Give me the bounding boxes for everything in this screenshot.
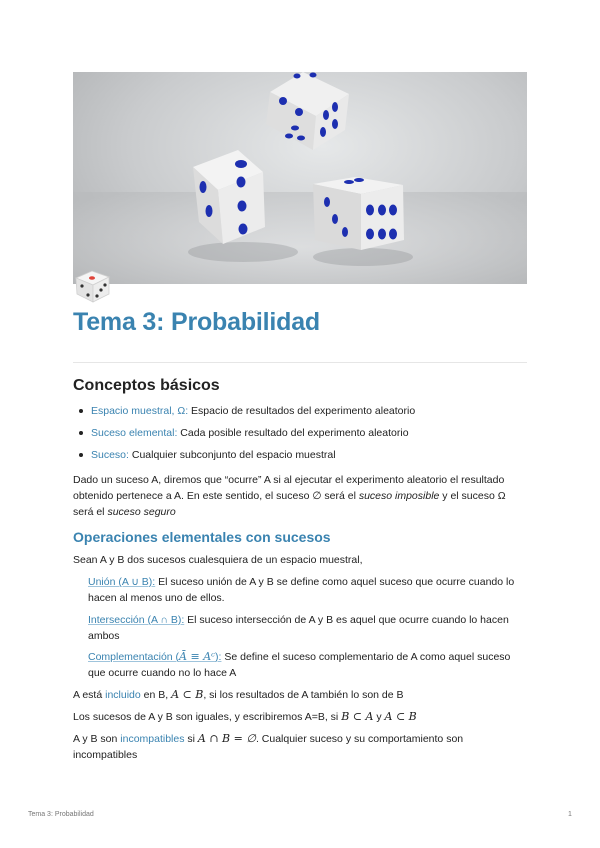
- concept-definition: Cualquier subconjunto del espacio muestral: [128, 449, 336, 461]
- inclusion-text: , si los resultados de A también lo son de B: [203, 689, 404, 701]
- concept-term: Suceso:: [91, 449, 129, 461]
- complement-label: Complementación (: [88, 651, 180, 663]
- game-die-icon: [73, 266, 113, 306]
- concept-definition: Cada posible resultado del experimento aleatorio: [177, 427, 409, 439]
- page-number: 1: [568, 811, 572, 818]
- included-term: incluido: [105, 689, 141, 701]
- equality-formula: B ⊂ A: [341, 710, 374, 723]
- intro-text: y el suceso Ω será el: [73, 490, 506, 518]
- concept-term: Espacio muestral, Ω:: [91, 405, 189, 417]
- incompatible-text: . Cualquier suceso y su comportamiento son incompatibles: [73, 733, 464, 761]
- concept-term: Suceso elemental:: [91, 427, 178, 439]
- dice-illustration: [73, 72, 527, 284]
- list-item: [73, 425, 527, 447]
- union-definition: El suceso unión de A y B se define como aquel suceso que ocurre cuando lo hacen al menos uno de ellos.: [88, 576, 515, 604]
- union-link[interactable]: Unión (A ∪ B):: [88, 576, 156, 588]
- equality-text: Los sucesos de A y B son iguales, y escribiremos A=B, si: [73, 711, 342, 723]
- inclusion-text: en B,: [140, 689, 172, 701]
- complement-link[interactable]: [88, 651, 221, 663]
- sure-event-term: suceso seguro: [107, 506, 176, 518]
- incompatible-paragraph: [73, 731, 527, 763]
- concept-definition: Espacio de resultados del experimento aleatorio: [188, 405, 416, 417]
- operation-intersection: [88, 612, 518, 644]
- incompatible-formula: A ∩ B = ∅: [197, 732, 256, 745]
- list-item: [73, 403, 527, 425]
- title-divider: [73, 362, 527, 363]
- complement-label-end: ):: [215, 651, 222, 663]
- concepts-list: [73, 403, 527, 469]
- operation-union: [88, 574, 518, 606]
- equality-text: y: [373, 711, 385, 723]
- intro-text: Dado un suceso A, diremos que “ocurre” A si al ejecutar el experimento aleatorio el resultado obtenido pertenece a A. En este sentido, el suceso ∅ será el: [73, 474, 505, 502]
- incompatible-term: incompatibles: [120, 733, 185, 745]
- equality-paragraph: [73, 709, 527, 725]
- footer-title: Tema 3: Probabilidad: [28, 811, 94, 818]
- intersection-link[interactable]: Intersección (A ∩ B):: [88, 614, 185, 626]
- intro-paragraph: [73, 472, 527, 520]
- subsection-heading: Operaciones elementales con sucesos: [73, 529, 331, 545]
- inclusion-formula: A ⊂ B: [171, 688, 204, 701]
- cover-image: [73, 72, 527, 284]
- incompatible-text: si: [184, 733, 198, 745]
- operation-complement: [88, 649, 518, 681]
- section-heading: Conceptos básicos: [73, 377, 220, 394]
- incompatible-text: A y B son: [73, 733, 121, 745]
- operations-intro: Sean A y B dos sucesos cualesquiera de un espacio muestral,: [73, 554, 363, 566]
- list-item: [73, 447, 527, 469]
- complement-formula: Ā ≡ Aᶜ: [179, 650, 216, 663]
- page-title: Tema 3: Probabilidad: [73, 308, 320, 336]
- equality-formula: A ⊂ B: [384, 710, 417, 723]
- inclusion-paragraph: [73, 687, 527, 703]
- impossible-event-term: suceso imposible: [358, 490, 440, 502]
- inclusion-text: A está: [73, 689, 106, 701]
- die-top: [266, 72, 349, 150]
- complement-definition: Se define el suceso complementario de A como aquel suceso que ocurre cuando no lo hace A: [88, 651, 511, 679]
- die-right: [313, 177, 404, 250]
- intersection-definition: El suceso intersección de A y B es aquel que ocurre cuando lo hacen ambos: [88, 614, 509, 642]
